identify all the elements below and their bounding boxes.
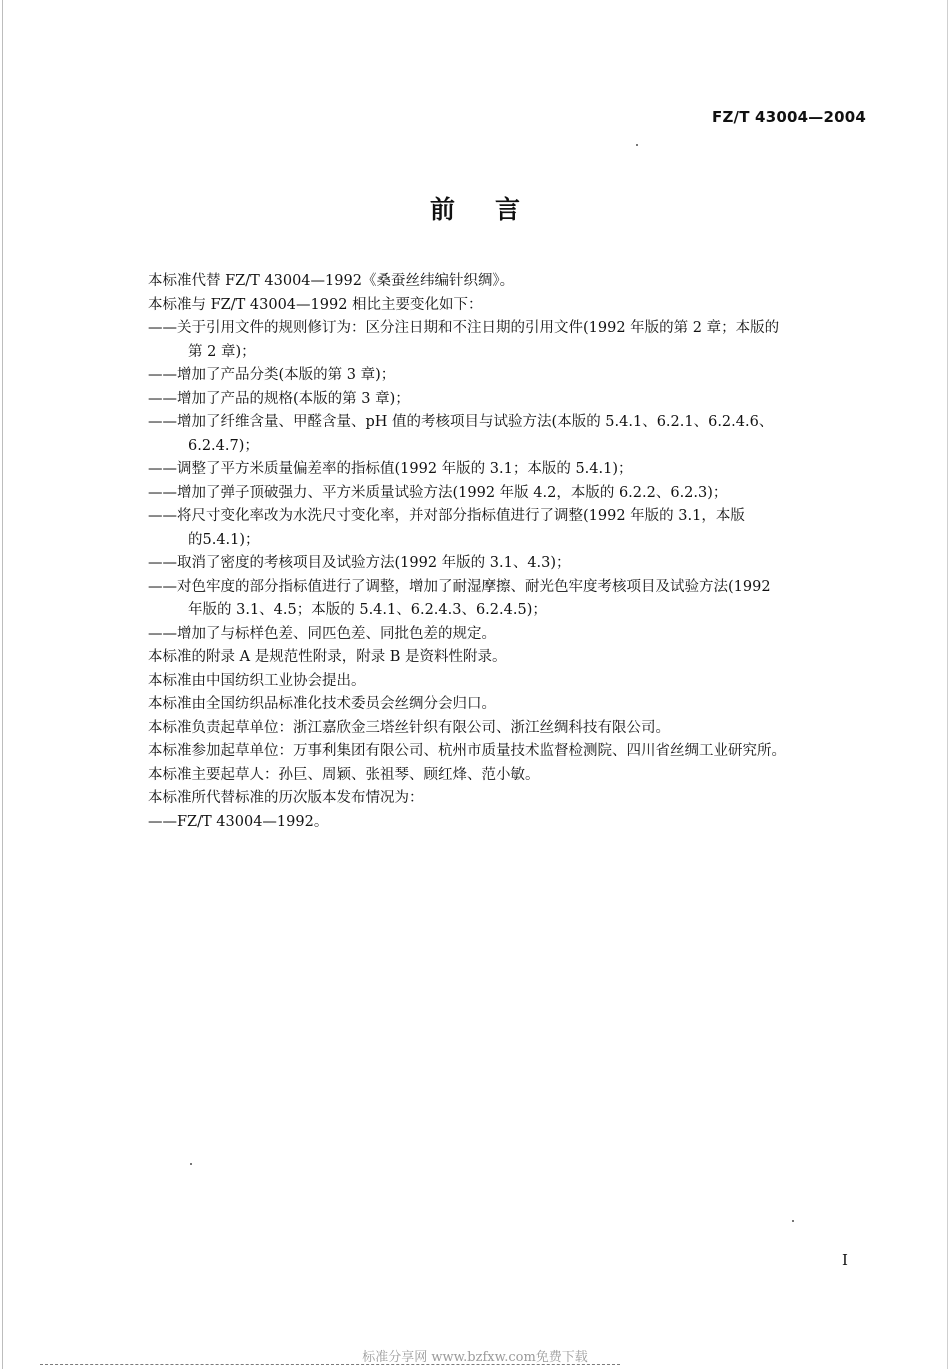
change-item: ——增加了产品的规格(本版的第 3 章)； <box>148 390 410 407</box>
page-number: I <box>842 1251 848 1269</box>
previous-edition-item: ——FZ/T 43004—1992。 <box>148 813 329 830</box>
change-item-continuation: 年版的 3.1、4.5；本版的 5.4.1、6.2.4.3、6.2.4.5)； <box>188 602 547 618</box>
change-item: ——增加了纤维含量、甲醛含量、pH 值的考核项目与试验方法(本版的 5.4.1、6.2.1、6.2.4.6、 <box>148 414 774 430</box>
text-line: 本标准所代替标准的历次版本发布情况为： <box>148 790 424 806</box>
change-item: ——取消了密度的考核项目及试验方法(1992 年版的 3.1、4.3)； <box>148 555 571 571</box>
change-item-continuation: 6.2.4.7)； <box>188 437 259 454</box>
text-line: 本标准的附录 A 是规范性附录，附录 B 是资料性附录。 <box>148 649 507 665</box>
text-line: 本标准参加起草单位：万事利集团有限公司、杭州市质量技术监督检测院、四川省丝绸工业研究所。 <box>148 743 786 759</box>
change-item: ——关于引用文件的规则修订为：区分注日期和不注日期的引用文件(1992 年版的第 2 章；本版的 <box>148 320 780 336</box>
text-line: 本标准由中国纺织工业协会提出。 <box>148 672 366 689</box>
text-line: 本标准负责起草单位：浙江嘉欣金三塔丝针织有限公司、浙江丝绸科技有限公司。 <box>148 719 670 736</box>
scan-speck <box>636 144 638 146</box>
scan-speck <box>792 1220 794 1222</box>
text-line: 本标准与 FZ/T 43004—1992 相比主要变化如下： <box>148 296 483 313</box>
change-item: ——调整了平方米质量偏差率的指标值(1992 年版的 3.1；本版的 5.4.1)； <box>148 461 633 477</box>
change-item-continuation: 的5.4.1)； <box>188 531 260 548</box>
text-line: 本标准代替 FZ/T 43004—1992《桑蚕丝纬编针织绸》。 <box>148 273 515 289</box>
change-item-continuation: 第 2 章)； <box>188 343 256 360</box>
change-item: ——将尺寸变化率改为水洗尺寸变化率，并对部分指标值进行了调整(1992 年版的 3.1，本版 <box>148 508 745 524</box>
text-line: 本标准主要起草人：孙巨、周颖、张祖琴、顾红烽、范小敏。 <box>148 766 540 783</box>
change-item: ——增加了弹子顶破强力、平方米质量试验方法(1992 年版 4.2，本版的 6.2.2、6.2.3)； <box>148 484 728 501</box>
standard-number: FZ/T 43004—2004 <box>712 108 866 126</box>
text-line: 本标准由全国纺织品标准化技术委员会丝绸分会归口。 <box>148 696 496 712</box>
page-title: 前言 <box>429 195 560 224</box>
foreword-body <box>148 270 868 834</box>
watermark: 标准分享网 www.bzfxw.com免费下载 <box>362 1350 588 1365</box>
change-item: ——对色牢度的部分指标值进行了调整，增加了耐湿摩擦、耐光色牢度考核项目及试验方法(1992 <box>148 578 771 595</box>
change-item: ——增加了产品分类(本版的第 3 章)； <box>148 367 396 383</box>
scan-speck <box>190 1163 192 1165</box>
bottom-rule <box>40 1364 620 1366</box>
change-item: ——增加了与标样色差、同匹色差、同批色差的规定。 <box>148 625 496 642</box>
